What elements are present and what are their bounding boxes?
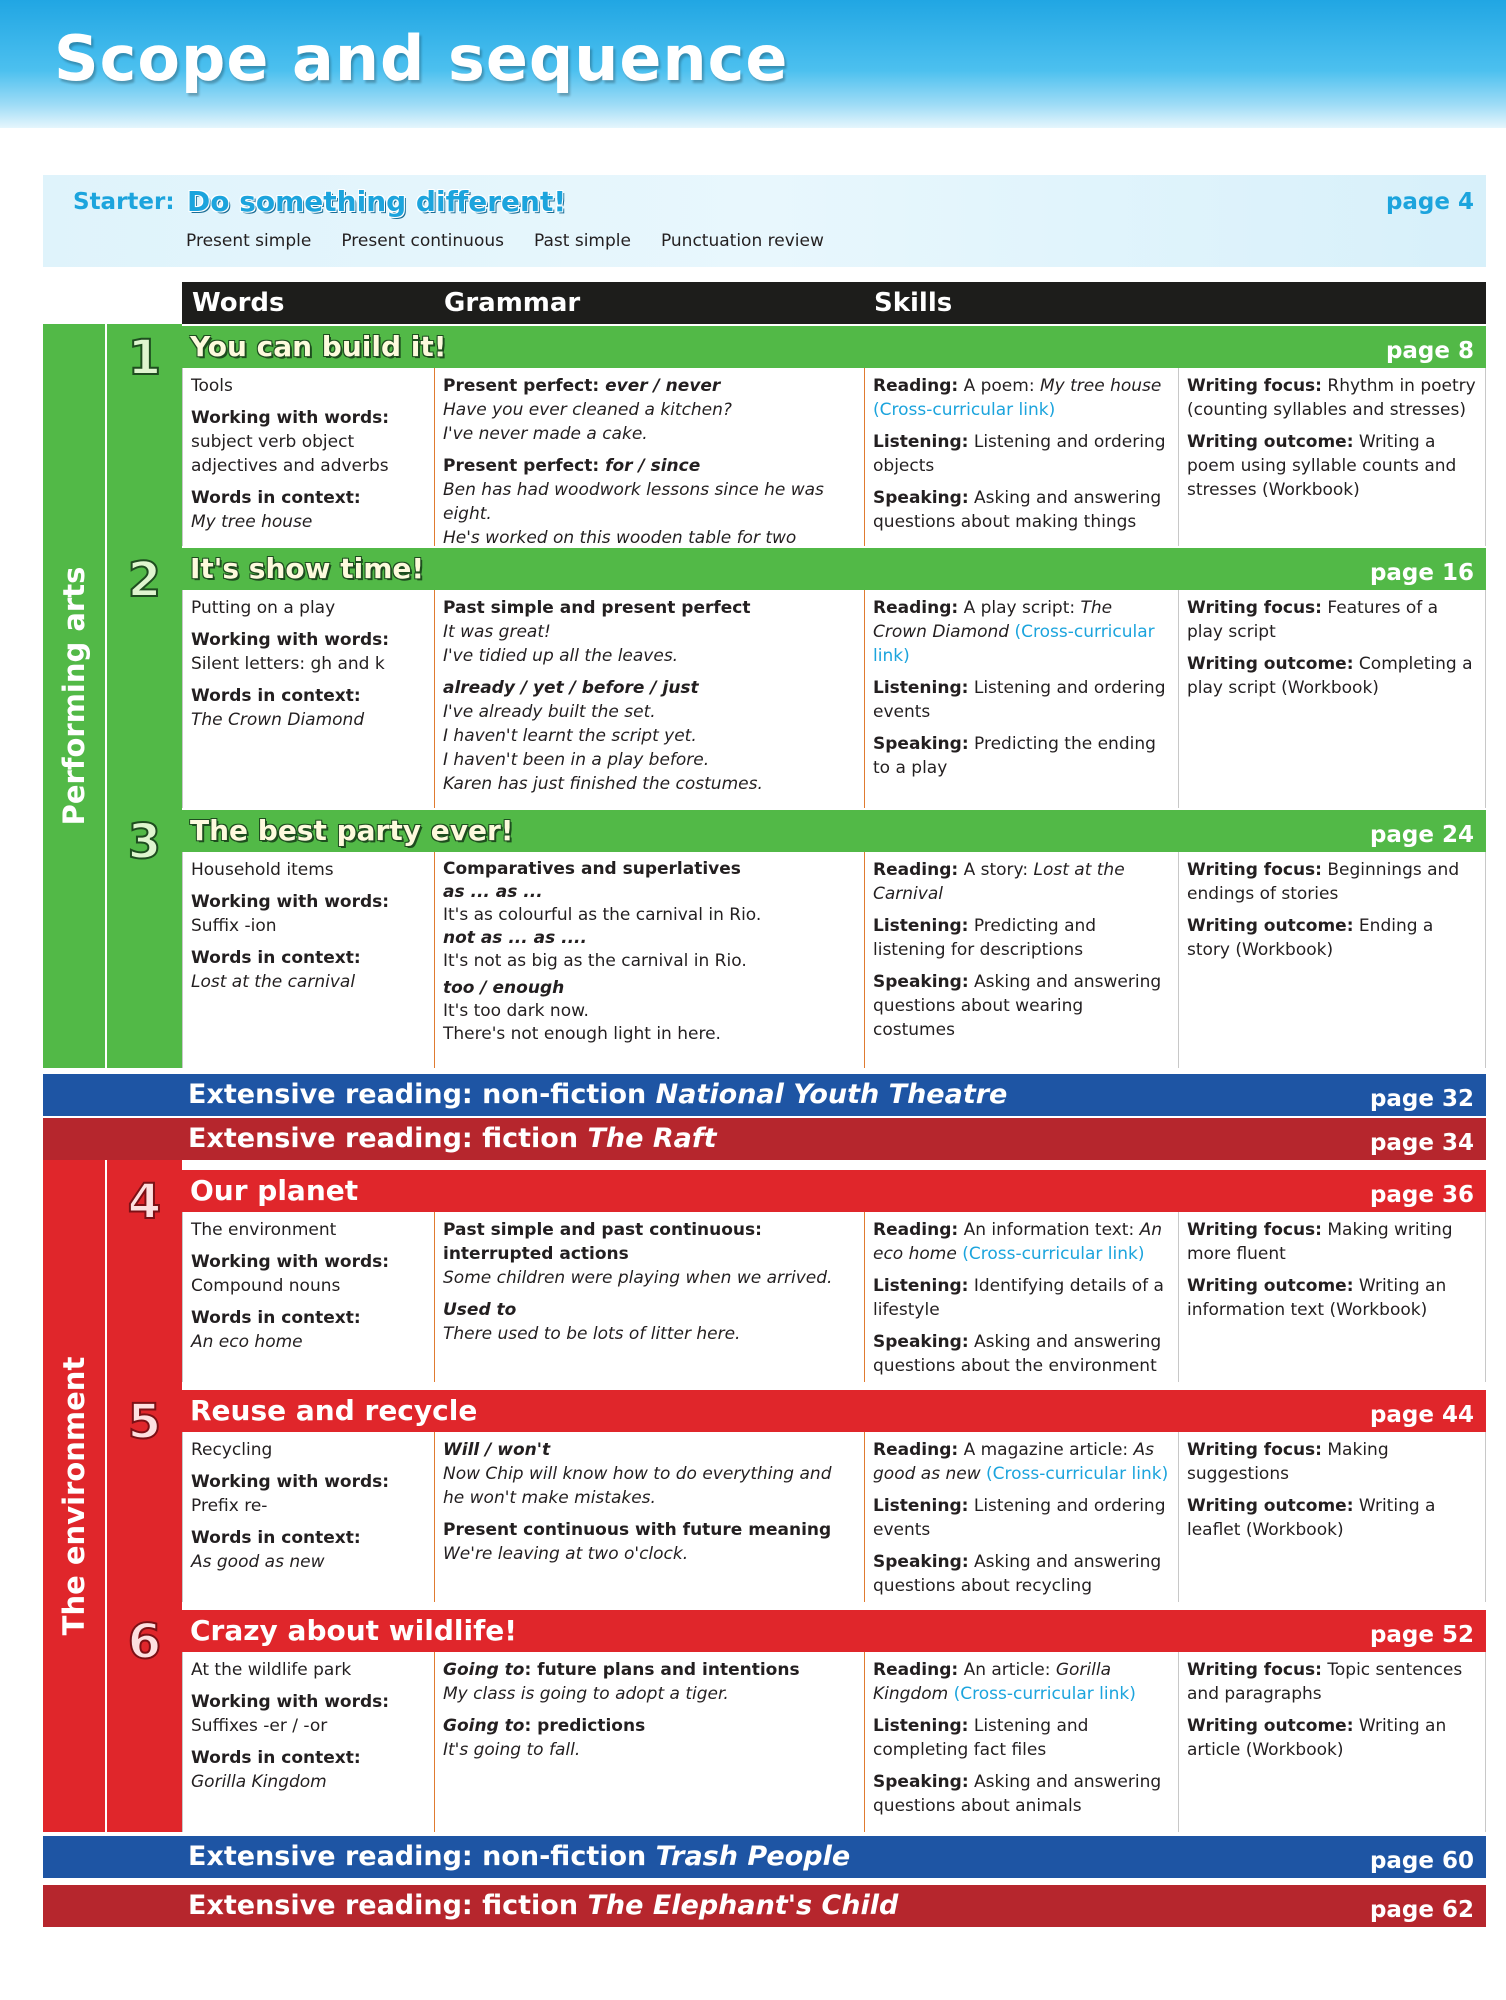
- grammar-cell: [435, 368, 865, 546]
- grammar-example: I haven't learnt the script yet.: [443, 726, 697, 746]
- words-in-context-label: Words in context:: [191, 1528, 361, 1548]
- unit-page: page 24: [1369, 822, 1474, 848]
- words-topic: At the wildlife park: [191, 1660, 352, 1680]
- reading-title: As good as new: [873, 1440, 1155, 1484]
- working-with-words-label: Working with words:: [191, 630, 390, 650]
- grammar-example: I haven't been in a play before.: [443, 750, 710, 770]
- unit-content: [182, 590, 1486, 808]
- listening-value: Listening and ordering events: [873, 678, 1166, 722]
- unit-title: You can build it!: [190, 330, 447, 363]
- reading-title: An eco home: [873, 1220, 1162, 1264]
- words-in-context-label: Words in context:: [191, 1308, 361, 1328]
- words-in-context-value: As good as new: [191, 1552, 325, 1572]
- grammar-heading-italic: not as ... as ....: [443, 928, 587, 948]
- extensive-title: The Elephant's Child: [587, 1890, 899, 1921]
- writing-outcome-value: Completing a play script (Workbook): [1187, 654, 1473, 698]
- grammar-heading-italic: Used to: [443, 1300, 517, 1320]
- writing-outcome-value: Writing an information text (Workbook): [1187, 1276, 1447, 1320]
- unit-page: page 16: [1369, 560, 1474, 586]
- words-in-context-value: The Crown Diamond: [191, 710, 365, 730]
- speaking-label: Speaking:: [873, 1552, 969, 1572]
- listening-value: Listening and completing fact files: [873, 1716, 1089, 1760]
- page-banner: [0, 0, 1506, 128]
- grammar-heading-italic: already / yet / before / just: [443, 678, 699, 698]
- reading-value: A story:: [963, 860, 1034, 880]
- skills-cell: [865, 852, 1179, 1068]
- speaking-label: Speaking:: [873, 734, 969, 754]
- listening-label: Listening:: [873, 1496, 969, 1516]
- words-cell: [183, 590, 435, 808]
- unit-title-bar: [182, 1390, 1486, 1432]
- unit-title-bar: [182, 810, 1486, 852]
- grammar-example: There used to be lots of litter here.: [443, 1324, 741, 1344]
- speaking-value: Asking and answering questions about animals: [873, 1772, 1162, 1816]
- listening-label: Listening:: [873, 1716, 969, 1736]
- grammar-heading: Present perfect:: [443, 456, 606, 476]
- reading-label: Reading:: [873, 860, 959, 880]
- working-with-words-label: Working with words:: [191, 1692, 390, 1712]
- grammar-example: Ben has had woodwork lessons since he was eight.: [443, 480, 824, 524]
- reading-value: A poem:: [963, 376, 1040, 396]
- grammar-heading-italic: Going to: [443, 1660, 525, 1680]
- reading-label: Reading:: [873, 1660, 959, 1680]
- extensive-reading-bar: [43, 1074, 1486, 1116]
- reading-title: My tree house: [1039, 376, 1162, 396]
- extensive-label: Extensive reading: fiction: [188, 1123, 588, 1154]
- reading-label: Reading:: [873, 376, 959, 396]
- unit-title: Crazy about wildlife!: [190, 1614, 518, 1647]
- words-topic: The environment: [191, 1220, 337, 1240]
- skills-cell: [865, 1212, 1179, 1382]
- working-with-words-label: Working with words:: [191, 892, 390, 912]
- grammar-heading: : predictions: [524, 1716, 646, 1736]
- unit-content: [182, 852, 1486, 1068]
- reading-title: The Crown Diamond: [873, 598, 1113, 642]
- unit-number: 6: [127, 1614, 162, 1670]
- grammar-heading: Comparatives and superlatives: [443, 859, 741, 879]
- column-header-words: Words: [192, 288, 285, 318]
- unit-title-bar: [182, 1610, 1486, 1652]
- grammar-heading: : future plans and intentions: [524, 1660, 800, 1680]
- theme-label: The environment: [57, 1356, 91, 1636]
- skills-cell: [865, 1432, 1179, 1602]
- starter-topic: Present continuous: [341, 231, 504, 251]
- starter-section: [43, 175, 1486, 267]
- unit-content: [182, 1212, 1486, 1382]
- grammar-example: I've never made a cake.: [443, 424, 648, 444]
- unit-number: 5: [127, 1394, 162, 1450]
- extensive-title: Trash People: [655, 1841, 851, 1872]
- working-with-words-value: Silent letters: gh and k: [191, 654, 385, 674]
- words-in-context-label: Words in context:: [191, 948, 361, 968]
- words-in-context-label: Words in context:: [191, 1748, 361, 1768]
- speaking-value: Asking and answering questions about making things: [873, 488, 1162, 532]
- theme-label: Performing arts: [57, 566, 91, 826]
- unit-title: Reuse and recycle: [190, 1394, 478, 1427]
- listening-value: Identifying details of a lifestyle: [873, 1276, 1164, 1320]
- unit-title: The best party ever!: [190, 814, 514, 847]
- listening-value: Listening and ordering events: [873, 1496, 1166, 1540]
- writing-cell: [1179, 1432, 1487, 1602]
- extensive-page: page 62: [1369, 1897, 1474, 1923]
- extensive-label: Extensive reading: non-fiction: [188, 1841, 656, 1872]
- words-cell: [183, 368, 435, 546]
- unit-number: 3: [127, 814, 162, 870]
- speaking-label: Speaking:: [873, 972, 969, 992]
- grammar-example: Some children were playing when we arrived.: [443, 1268, 833, 1288]
- starter-page: page 4: [1385, 189, 1474, 215]
- words-in-context-label: Words in context:: [191, 686, 361, 706]
- extensive-label: Extensive reading: fiction: [188, 1890, 588, 1921]
- grammar-example: There's not enough light in here.: [443, 1024, 721, 1044]
- starter-title: Do something different!: [187, 185, 567, 218]
- speaking-label: Speaking:: [873, 1332, 969, 1352]
- unit-number-column: [107, 1160, 182, 1832]
- words-in-context-value: An eco home: [191, 1332, 303, 1352]
- writing-focus-label: Writing focus:: [1187, 1440, 1322, 1460]
- starter-topics: [186, 231, 824, 251]
- working-with-words-label: Working with words:: [191, 408, 390, 428]
- column-header-grammar: Grammar: [444, 288, 581, 318]
- words-topic: Tools: [191, 376, 233, 396]
- grammar-example: It's as colourful as the carnival in Rio.: [443, 905, 762, 925]
- writing-outcome-label: Writing outcome:: [1187, 916, 1354, 936]
- working-with-words-value: Suffixes -er / -or: [191, 1716, 328, 1736]
- writing-focus-label: Writing focus:: [1187, 376, 1322, 396]
- unit-number: 4: [127, 1174, 162, 1230]
- column-header-skills: Skills: [874, 288, 953, 318]
- cross-curricular-link[interactable]: (Cross-curricular link): [873, 400, 1056, 420]
- unit-number-column: [107, 324, 182, 1068]
- cross-curricular-link[interactable]: (Cross-curricular link): [953, 1684, 1136, 1704]
- unit-page: page 44: [1369, 1402, 1474, 1428]
- grammar-example: It's too dark now.: [443, 1001, 589, 1021]
- writing-cell: [1179, 368, 1487, 546]
- theme-sidebar-performing-arts: [43, 324, 105, 1068]
- speaking-value: Asking and answering questions about recycling: [873, 1552, 1162, 1596]
- extensive-reading-bar: [43, 1118, 1486, 1160]
- cross-curricular-link[interactable]: (Cross-curricular link): [962, 1244, 1145, 1264]
- writing-focus-value: Topic sentences and paragraphs: [1187, 1660, 1463, 1704]
- grammar-example: It was great!: [443, 622, 551, 642]
- unit-page: page 36: [1369, 1182, 1474, 1208]
- grammar-cell: [435, 1652, 865, 1832]
- unit-number: 1: [127, 330, 162, 386]
- writing-outcome-label: Writing outcome:: [1187, 432, 1354, 452]
- words-cell: [183, 1652, 435, 1832]
- grammar-cell: [435, 852, 865, 1068]
- working-with-words-value: Prefix re-: [191, 1496, 268, 1516]
- reading-label: Reading:: [873, 1220, 959, 1240]
- writing-focus-label: Writing focus:: [1187, 598, 1322, 618]
- speaking-label: Speaking:: [873, 488, 969, 508]
- cross-curricular-link[interactable]: (Cross-curricular link): [986, 1464, 1169, 1484]
- extensive-label: Extensive reading: non-fiction: [188, 1079, 656, 1110]
- writing-outcome-label: Writing outcome:: [1187, 654, 1354, 674]
- grammar-heading: Past simple and present perfect: [443, 598, 751, 618]
- skills-cell: [865, 590, 1179, 808]
- writing-cell: [1179, 1212, 1487, 1382]
- grammar-cell: [435, 1212, 865, 1382]
- extensive-title: The Raft: [587, 1123, 717, 1154]
- grammar-heading-italic: for / since: [605, 456, 701, 476]
- writing-focus-label: Writing focus:: [1187, 860, 1322, 880]
- grammar-heading-italic: as ... as ...: [443, 882, 543, 902]
- writing-focus-value: Making writing more fluent: [1187, 1220, 1453, 1264]
- grammar-cell: [435, 1432, 865, 1602]
- reading-title: Gorilla Kingdom: [873, 1660, 1111, 1704]
- reading-label: Reading:: [873, 1440, 959, 1460]
- reading-value: An article:: [963, 1660, 1056, 1680]
- grammar-example: I've tidied up all the leaves.: [443, 646, 679, 666]
- listening-label: Listening:: [873, 432, 969, 452]
- grammar-heading-italic: Will / won't: [443, 1440, 551, 1460]
- writing-focus-value: Features of a play script: [1187, 598, 1439, 642]
- words-cell: [183, 1432, 435, 1602]
- unit-title-bar: [182, 326, 1486, 368]
- unit-title: Our planet: [190, 1174, 359, 1207]
- writing-outcome-value: Writing a poem using syllable counts and stresses (Workbook): [1187, 432, 1457, 500]
- words-in-context-label: Words in context:: [191, 488, 361, 508]
- reading-value: A magazine article:: [963, 1440, 1134, 1460]
- extensive-page: page 34: [1369, 1130, 1474, 1156]
- listening-value: Predicting and listening for descriptions: [873, 916, 1097, 960]
- words-in-context-value: My tree house: [191, 512, 313, 532]
- writing-outcome-value: Ending a story (Workbook): [1187, 916, 1434, 960]
- writing-outcome-label: Writing outcome:: [1187, 1496, 1354, 1516]
- writing-focus-value: Beginnings and endings of stories: [1187, 860, 1460, 904]
- writing-focus-label: Writing focus:: [1187, 1660, 1322, 1680]
- unit-content: [182, 1432, 1486, 1602]
- working-with-words-value: subject verb object adjectives and adverbs: [191, 432, 389, 476]
- writing-outcome-value: Writing a leaflet (Workbook): [1187, 1496, 1436, 1540]
- unit-page: page 8: [1385, 338, 1474, 364]
- working-with-words-value: Suffix -ion: [191, 916, 277, 936]
- speaking-label: Speaking:: [873, 1772, 969, 1792]
- unit-number: 2: [127, 552, 162, 608]
- reading-label: Reading:: [873, 598, 959, 618]
- page-title: Scope and sequence: [54, 22, 789, 95]
- writing-outcome-value: Writing an article (Workbook): [1187, 1716, 1447, 1760]
- writing-focus-label: Writing focus:: [1187, 1220, 1322, 1240]
- starter-topic: Punctuation review: [660, 231, 824, 251]
- starter-topic: Present simple: [186, 231, 312, 251]
- working-with-words-value: Compound nouns: [191, 1276, 341, 1296]
- grammar-example: Have you ever cleaned a kitchen?: [443, 400, 732, 420]
- theme-sidebar-environment: [43, 1160, 105, 1832]
- extensive-page: page 32: [1369, 1086, 1474, 1112]
- grammar-cell: [435, 590, 865, 808]
- reading-value: An information text:: [963, 1220, 1140, 1240]
- starter-label: Starter:: [73, 189, 175, 215]
- listening-value: Listening and ordering objects: [873, 432, 1166, 476]
- grammar-example: I've already built the set.: [443, 702, 656, 722]
- grammar-example: It's going to fall.: [443, 1740, 581, 1760]
- words-topic: Putting on a play: [191, 598, 336, 618]
- grammar-heading: Present continuous with future meaning: [443, 1520, 832, 1540]
- reading-title: Lost at the Carnival: [873, 860, 1125, 904]
- grammar-example: My class is going to adopt a tiger.: [443, 1684, 729, 1704]
- working-with-words-label: Working with words:: [191, 1472, 390, 1492]
- speaking-value: Predicting the ending to a play: [873, 734, 1156, 778]
- writing-cell: [1179, 1652, 1487, 1832]
- unit-content: [182, 368, 1486, 546]
- words-cell: [183, 852, 435, 1068]
- reading-value: A play script:: [963, 598, 1081, 618]
- unit-content: [182, 1652, 1486, 1832]
- speaking-value: Asking and answering questions about wearing costumes: [873, 972, 1162, 1040]
- writing-focus-value: Rhythm in poetry (counting syllables and stresses): [1187, 376, 1476, 420]
- unit-title: It's show time!: [190, 552, 425, 585]
- extensive-reading-bar: [43, 1885, 1486, 1927]
- grammar-heading-italic: ever / never: [605, 376, 721, 396]
- words-in-context-value: Lost at the carnival: [191, 972, 356, 992]
- grammar-example: Karen has just finished the costumes.: [443, 774, 763, 794]
- extensive-page: page 60: [1369, 1848, 1474, 1874]
- grammar-heading-italic: Going to: [443, 1716, 525, 1736]
- writing-outcome-label: Writing outcome:: [1187, 1716, 1354, 1736]
- unit-title-bar: [182, 548, 1486, 590]
- writing-cell: [1179, 852, 1487, 1068]
- grammar-heading-italic: too / enough: [443, 978, 565, 998]
- grammar-example: He's worked on this wooden table for two: [443, 528, 797, 548]
- speaking-value: Asking and answering questions about the environment: [873, 1332, 1162, 1376]
- words-cell: [183, 1212, 435, 1382]
- extensive-reading-bar: [43, 1836, 1486, 1878]
- unit-title-bar: [182, 1170, 1486, 1212]
- grammar-example: It's not as big as the carnival in Rio.: [443, 951, 747, 971]
- working-with-words-label: Working with words:: [191, 1252, 390, 1272]
- writing-cell: [1179, 590, 1487, 808]
- writing-focus-value: Making suggestions: [1187, 1440, 1389, 1484]
- starter-topic: Past simple: [534, 231, 631, 251]
- unit-page: page 52: [1369, 1622, 1474, 1648]
- words-topic: Recycling: [191, 1440, 273, 1460]
- words-in-context-value: Gorilla Kingdom: [191, 1772, 327, 1792]
- grammar-example: Now Chip will know how to do everything and he won't make mistakes.: [443, 1464, 832, 1508]
- grammar-heading: Past simple and past continuous: interrupted actions: [443, 1220, 762, 1264]
- skills-cell: [865, 1652, 1179, 1832]
- skills-cell: [865, 368, 1179, 546]
- extensive-title: National Youth Theatre: [655, 1079, 1008, 1110]
- grammar-heading: Present perfect:: [443, 376, 606, 396]
- listening-label: Listening:: [873, 916, 969, 936]
- listening-label: Listening:: [873, 678, 969, 698]
- listening-label: Listening:: [873, 1276, 969, 1296]
- cross-curricular-link[interactable]: (Cross-curricular link): [873, 622, 1155, 666]
- column-header-bar: [182, 282, 1486, 324]
- grammar-example: We're leaving at two o'clock.: [443, 1544, 689, 1564]
- words-topic: Household items: [191, 860, 334, 880]
- writing-outcome-label: Writing outcome:: [1187, 1276, 1354, 1296]
